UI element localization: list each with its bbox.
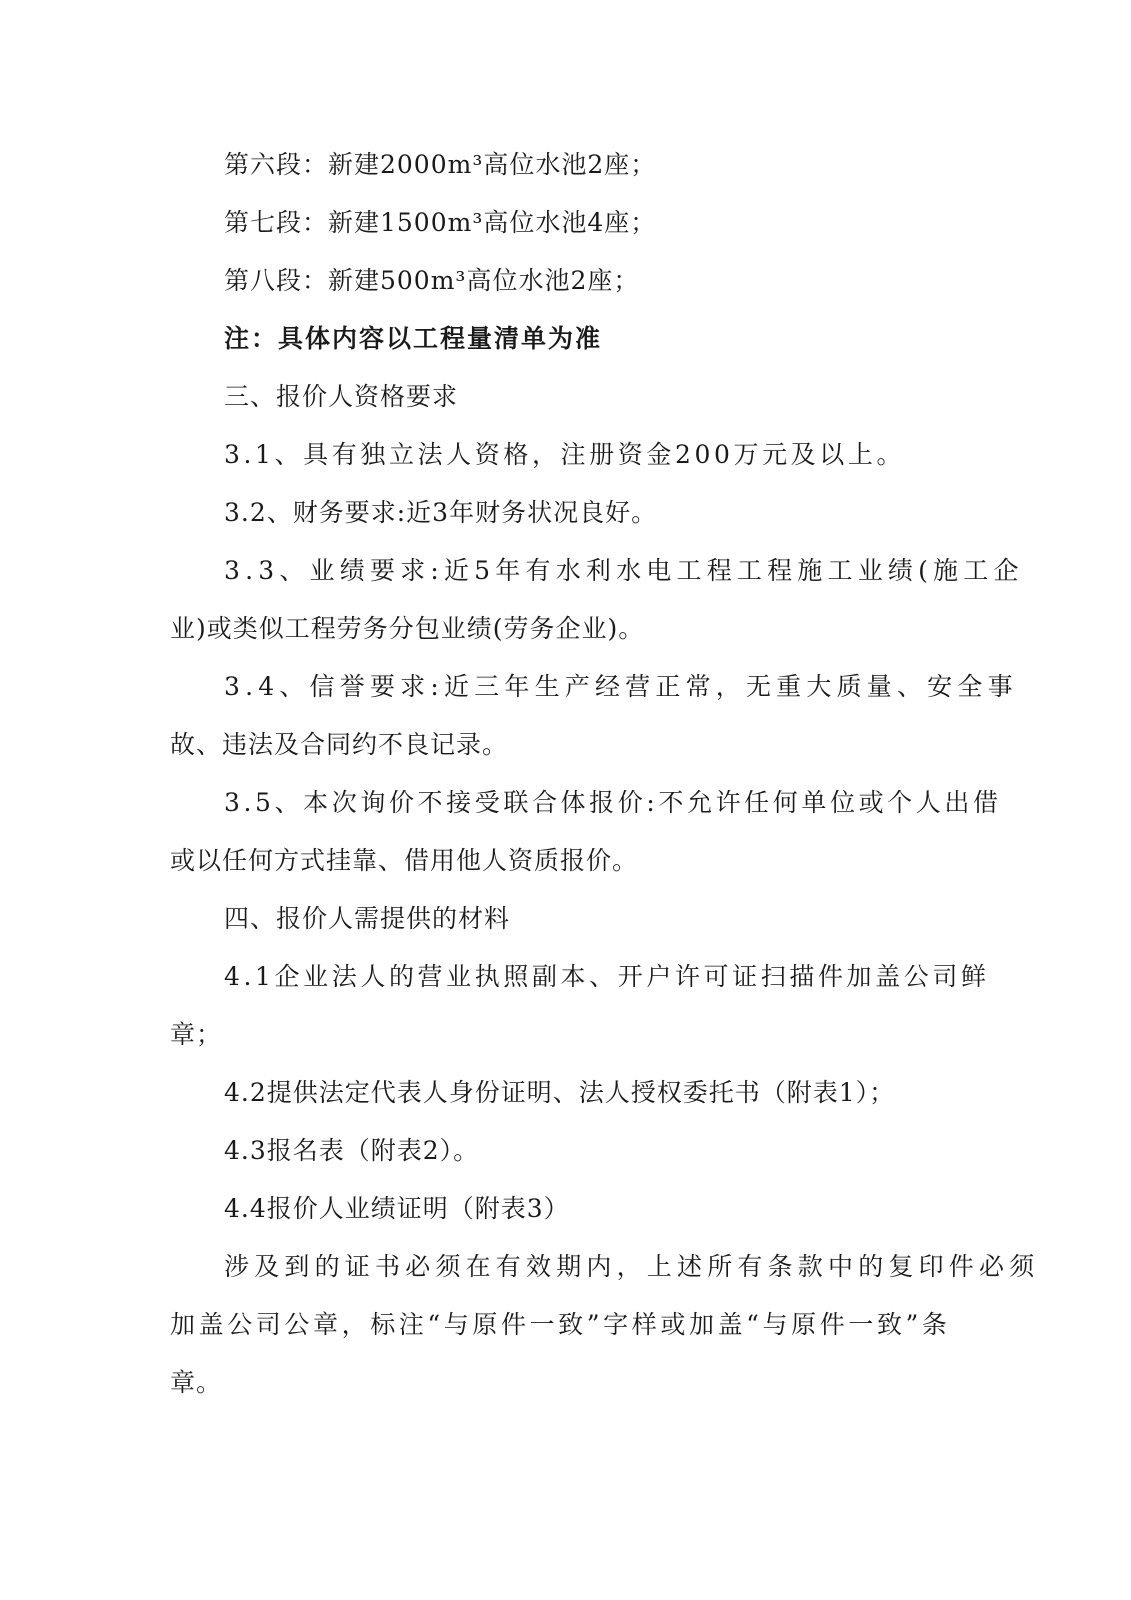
- item-3-5-line1: 3.5、本次询价不接受联合体报价:不允许任何单位或个人出借: [224, 788, 1002, 817]
- paragraph-section-8: 第八段：新建500m³高位水池2座；: [224, 266, 640, 295]
- closing-line2: 加盖公司公章，标注“与原件一致”字样或加盖“与原件一致”条: [170, 1310, 951, 1339]
- item-4-2: 4.2提供法定代表人身份证明、法人授权委托书（附表1）；: [224, 1078, 896, 1107]
- item-3-3-line2: 业)或类似工程劳务分包业绩(劳务企业)。: [170, 614, 645, 643]
- note-bold: 注：具体内容以工程量清单为准: [224, 324, 603, 353]
- closing-line3: 章。: [170, 1368, 223, 1397]
- item-4-1-line1: 4.1企业法人的营业执照副本、开户许可证扫描件加盖公司鲜: [224, 962, 990, 991]
- item-3-3-line1: 3.3、业绩要求:近5年有水利水电工程工程施工业绩(施工企: [224, 556, 1024, 585]
- heading-qualification: 三、报价人资格要求: [224, 382, 459, 411]
- heading-materials: 四、报价人需提供的材料: [224, 904, 511, 933]
- item-3-4-line1: 3.4、信誉要求:近三年生产经营正常，无重大质量、安全事: [224, 672, 1018, 701]
- item-3-1: 3.1、具有独立法人资格，注册资金200万元及以上。: [224, 440, 906, 469]
- item-4-4: 4.4报价人业绩证明（附表3）: [224, 1194, 570, 1223]
- item-3-2: 3.2、财务要求:近3年财务状况良好。: [224, 498, 658, 527]
- item-3-4-line2: 故、违法及合同约不良记录。: [170, 730, 509, 759]
- item-4-3: 4.3报名表（附表2）。: [224, 1136, 480, 1165]
- paragraph-section-7: 第七段：新建1500m³高位水池4座；: [224, 208, 657, 237]
- paragraph-section-6: 第六段：新建2000m³高位水池2座；: [224, 150, 657, 179]
- item-4-1-line2: 章；: [170, 1020, 223, 1049]
- item-3-5-line2: 或以任何方式挂靠、借用他人资质报价。: [170, 846, 639, 875]
- closing-line1: 涉及到的证书必须在有效期内，上述所有条款中的复印件必须: [224, 1252, 1040, 1281]
